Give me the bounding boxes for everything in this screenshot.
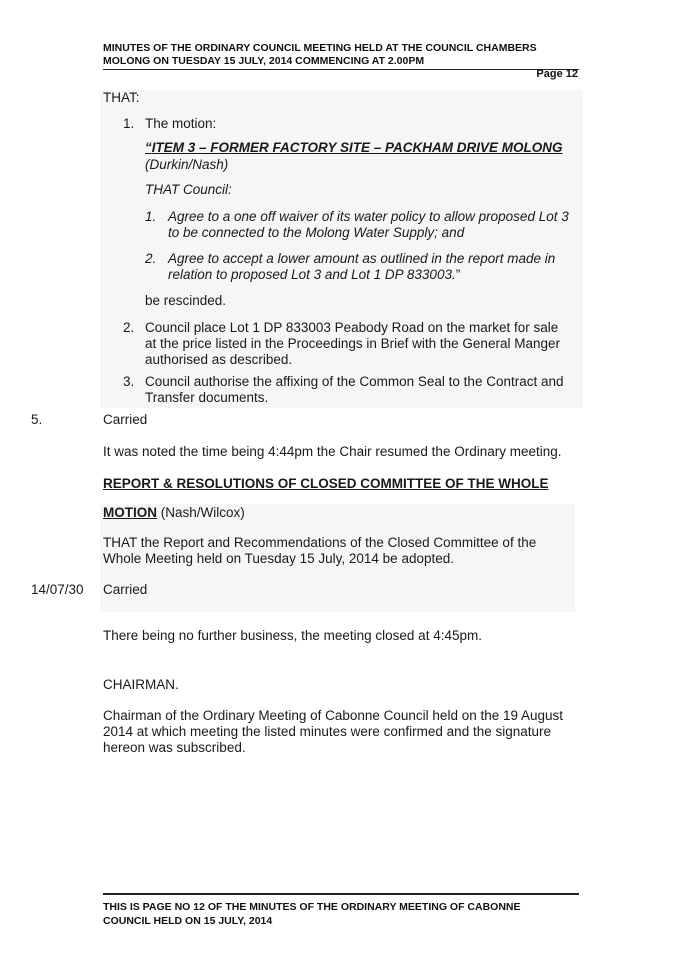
- sub-item-2-text: [168, 251, 579, 283]
- page-number: Page 12: [536, 68, 578, 80]
- quote-open: “: [145, 140, 152, 155]
- item-2-number: 2.: [123, 320, 135, 335]
- sub-item-1-line-2: to be connected to the Molong Water Supply; and: [168, 225, 465, 240]
- noted-text: It was noted the time being 4:44pm the Chair resumed the Ordinary meeting.: [103, 444, 562, 459]
- item-2-line-3: authorised as described.: [145, 352, 293, 367]
- be-rescinded: be rescinded.: [145, 293, 227, 308]
- sub-item-1-line-1: Agree to a one off waiver of its water policy to allow proposed Lot 3: [168, 209, 569, 224]
- report-heading: REPORT & RESOLUTIONS OF CLOSED COMMITTEE OF THE WHOLE: [103, 476, 549, 491]
- sub-item-2-number: 2.: [145, 251, 157, 266]
- item-3-line-2: Transfer documents.: [145, 390, 269, 405]
- sub-item-2-line-1: Agree to accept a lower amount as outlined in the report made in: [168, 251, 556, 266]
- motion-heading: [103, 505, 245, 521]
- sub-item-1-text: [168, 209, 579, 241]
- resolution-that: THAT:: [103, 90, 140, 105]
- motion-resolution-number: 14/07/30: [31, 582, 84, 597]
- header-line-1: MINUTES OF THE ORDINARY COUNCIL MEETING HELD AT THE COUNCIL CHAMBERS: [103, 42, 537, 54]
- motion-label: MOTION: [103, 505, 157, 520]
- motion-movers-2: (Nash/Wilcox): [157, 505, 245, 520]
- item-3-line-1: Council authorise the affixing of the Common Seal to the Contract and: [145, 374, 564, 389]
- confirmation-text: [103, 708, 579, 756]
- resolution-number: 5.: [31, 412, 43, 427]
- closing-text: There being no further business, the meeting closed at 4:45pm.: [103, 628, 482, 643]
- item-2-line-1: Council place Lot 1 DP 833003 Peabody Road on the market for sale: [145, 320, 559, 335]
- that-council: THAT Council:: [145, 182, 232, 197]
- page-footer: [103, 893, 579, 928]
- footer-line-1: THIS IS PAGE NO 12 OF THE MINUTES OF THE ORDINARY MEETING OF CABONNE: [103, 901, 521, 913]
- motion-title: [145, 140, 563, 156]
- quote-close: ”: [455, 267, 461, 282]
- resolution-carried: Carried: [103, 412, 148, 427]
- confirmation-line-3: hereon was subscribed.: [103, 740, 246, 755]
- motion-line-1: THAT the Report and Recommendations of the Closed Committee of the: [103, 535, 537, 550]
- item-2-line-2: at the price listed in the Proceedings in Brief with the General Manger: [145, 336, 560, 351]
- item-3-text: [145, 374, 579, 406]
- sub-item-2-line-2: relation to proposed Lot 3 and Lot 1 DP 833003.: [168, 267, 456, 282]
- motion-line-2: Whole Meeting held on Tuesday 15 July, 2014 be adopted.: [103, 551, 454, 566]
- chairman-label: CHAIRMAN.: [103, 677, 179, 692]
- page-header: [103, 42, 579, 70]
- item-2-text: [145, 320, 579, 368]
- confirmation-line-1: Chairman of the Ordinary Meeting of Cabonne Council held on the 19 August: [103, 708, 564, 723]
- motion-title-text: ITEM 3 – FORMER FACTORY SITE – PACKHAM DRIVE MOLONG: [151, 140, 563, 155]
- motion-movers: (Durkin/Nash): [145, 157, 229, 172]
- confirmation-line-2: 2014 at which meeting the listed minutes were confirmed and the signature: [103, 724, 552, 739]
- item-3-number: 3.: [123, 374, 135, 389]
- motion-carried: Carried: [103, 582, 148, 597]
- item-1-number: 1.: [123, 116, 135, 131]
- motion-text: [103, 535, 571, 567]
- header-line-2: MOLONG ON TUESDAY 15 JULY, 2014 COMMENCING AT 2.00PM: [103, 55, 579, 70]
- item-1-label: The motion:: [145, 116, 217, 131]
- sub-item-1-number: 1.: [145, 209, 157, 224]
- footer-line-2: COUNCIL HELD ON 15 JULY, 2014: [103, 915, 273, 927]
